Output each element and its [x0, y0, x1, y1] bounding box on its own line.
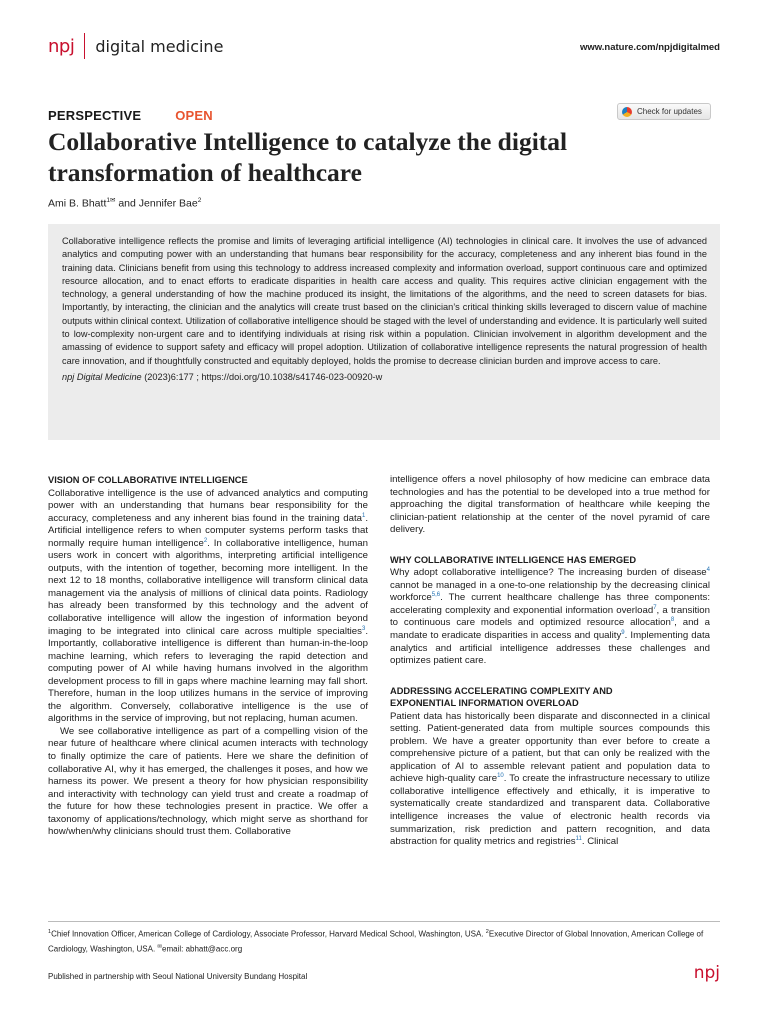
- abstract-box: [48, 224, 720, 440]
- author-affiliation-mark: 2: [197, 197, 202, 204]
- citation-doi[interactable]: (2023)6:177 ; https://doi.org/10.1038/s41746-023-00920-w: [141, 371, 383, 382]
- author-email-link[interactable]: email: abhatt@acc.org: [162, 944, 243, 954]
- logo-divider: [84, 33, 85, 59]
- author-conjunction: and: [115, 197, 139, 210]
- reference-link[interactable]: 9: [621, 629, 625, 636]
- reference-link[interactable]: 3: [361, 625, 366, 632]
- citation-journal: npj Digital Medicine: [62, 371, 142, 382]
- section-heading: VISION OF COLLABORATIVE INTELLIGENCE: [48, 475, 248, 485]
- npj-logo-text: npj: [48, 35, 75, 57]
- left-column: [48, 474, 368, 839]
- section-heading: WHY COLLABORATIVE INTELLIGENCE HAS EMERGED: [390, 554, 637, 565]
- journal-logo[interactable]: [48, 33, 223, 59]
- journal-name: digital medicine: [95, 36, 224, 56]
- reference-link[interactable]: 11: [575, 835, 582, 842]
- body-paragraph: Patient data has historically been disparate and disconnected in a clinical setting. Patient-generated data from multiple sources compounds this problem. We have a greater opportunity than ever before to create a comprehensive picture of a patient, but that can only be realized with the application of AI to assemble relevant patient and population data to achieve high-quality care$^{10}$. To create the infrastructure necessary to utilize collaborative intelligence effectively and ethically, it is imperative to systematically create standardized and transparent data. Collaborative intelligence increases the value of electronic health records via summarization, risk prediction and pattern recognition, and data abstraction for quality metrics and registries$^{11}$. Clinical: [390, 710, 710, 848]
- reference-link[interactable]: 7: [653, 604, 657, 611]
- author-name[interactable]: Ami B. Bhatt: [48, 197, 107, 210]
- partnership-note: Published in partnership with Seoul National University Bundang Hospital: [48, 972, 308, 981]
- section-heading: ADDRESSING ACCELERATING COMPLEXITY AND EXPONENTIAL INFORMATION OVERLOAD: [390, 685, 613, 709]
- body-paragraph: We see collaborative intelligence as part of a compelling vision of the near future of healthcare where clinical acumen interacts with technology to finally optimize the care of patients. Here we share the definition of collaborative AI, why it has emerged, the challenges it poses, and how we harness its power. We present a theory for how physician responsibility and interactivity with technology can yield trust and create a roadmap of the future for how these technologies present in practice. We offer a taxonomy of applications/technology, which might serve as shorthand for how/when/why clinicians should trust them. Collaborative: [48, 725, 368, 838]
- citation-line: [62, 372, 707, 382]
- reference-link[interactable]: 2: [203, 537, 208, 544]
- author-list: [48, 196, 201, 210]
- crossmark-icon: [622, 107, 632, 117]
- abstract-text: Collaborative intelligence reflects the promise and limits of leveraging artificial intelligence (AI) technologies in clinical care. It involves the use of advanced analytics and computing power with an understanding that humans bear responsibility for the accuracy, completeness and any inherent bias found in the training data. Clinicians benefit from using this technology to address increased complexity and information overload, support continuous care and optimized resource allocation, and to enact efforts to eradicate disparities in health care access and quality. This requires active clinician engagement with the technology, a general understanding of how the machine produced its insight, the limitations of the algorithms, and the need to screen datasets for bias. Importantly, by interacting, the clinician and the analytics will create trust based on the clinician’s critical thinking skills leveraged to discern value of machine outputs within clinical context. Utilization of collaborative intelligence should be staged with the level of understanding and evidence. It is particularly well suited to low-complexity non-urgent care and to identifying individuals at rising risk within a population. Clinician involvement in algorithm development and the amassing of evidence to support safety and efficacy will propel adoption. Utilization of collaborative intelligence represents the natural progression of health care innovation, and if thoughtfully constructed and equitably deployed, holds the promise to decrease clinician burden and improve access to care.: [62, 236, 707, 366]
- author-name[interactable]: Jennifer Bae: [138, 197, 198, 210]
- affiliations-footnote: $^1$Chief Innovation Officer, American College of Cardiology, Associate Professor, Harvard Medical School, Washington, USA. $^2$Executive Director of Global Innovation, American College of Cardiology, Washington, USA. ✉email: abhatt@acc.org: [48, 929, 704, 954]
- journal-url-link[interactable]: www.nature.com/npjdigitalmed: [579, 42, 720, 53]
- reference-link[interactable]: 10: [497, 773, 504, 780]
- article-title: Collaborative Intelligence to catalyze the digital transformation of healthcare: [48, 127, 568, 187]
- reference-link[interactable]: 5,6: [431, 592, 441, 599]
- footnote-divider: [48, 921, 720, 922]
- npj-footer-logo: npj: [693, 963, 720, 983]
- article-type-label: PERSPECTIVE: [48, 108, 142, 123]
- email-icon: ✉: [157, 944, 162, 951]
- reference-link[interactable]: 1: [361, 512, 366, 519]
- article-type: [48, 108, 213, 123]
- journal-header: [48, 33, 720, 61]
- body-paragraph: Why adopt collaborative intelligence? The increasing burden of disease$^4$ cannot be managed in a one-to-one relationship by the decreasing clinical workforce$^{5,6}$. The current healthcare challenge has three components: accelerating complexity and exponential information overload$^7$, a transition to continuous care models and optimized resource allocation$^8$, and a mandate to eradicate disparities in access and quality$^9$. Implementing data analytics and artificial intelligence addresses these challenges and optimizes patient care.: [390, 567, 711, 667]
- reference-link[interactable]: 8: [670, 617, 675, 624]
- check-for-updates-button[interactable]: [617, 103, 711, 120]
- open-access-label: OPEN: [175, 108, 213, 123]
- body-paragraph: Collaborative intelligence is the use of advanced analytics and computing power with an understanding that humans bear responsibility for the accuracy, completeness and any inherent bias found in the training data$^1$. Artificial intelligence refers to when computer systems perform tasks that normally require human intelligence$^2$. In collaborative intelligence, human users work in concert with algorithms, interpreting artificial intelligence outputs, with the intention of together, becoming more intelligent. In the next 12 to 18 months, collaborative intelligence will transform clinical data management via the analysis of millions of clinical data points. Radiology has already been transformed by this technology and the advent of collaborative intelligence will allow the ingestion of information beyond imaging to be integrated into clinical care across multiple specialties$^3$. Importantly, collaborative intelligence is different than human-in-the-loop machine learning, which refers to leveraging the rapid detection and computing power of AI while having humans involved in the algorithm development process to fill in gaps where machine learning may fall short. Therefore, human in the loop utilizes humans in the service of improving the algorithm. Conversely, collaborative intelligence is the use of algorithms in the service of improving, but not replacing, human acumen.: [48, 487, 368, 725]
- author-affiliation-mark: 1✉: [106, 197, 116, 204]
- check-for-updates-label: Check for updates: [637, 107, 702, 116]
- reference-link[interactable]: 4: [706, 567, 710, 574]
- right-column: [390, 474, 710, 849]
- body-paragraph: intelligence offers a novel philosophy of how medicine can embrace data technologies and has the potential to be developed into a true method for approaching the digital transformation of healthcare while keeping the clinician-patient relationship at the center of the novel pyramid of care delivery.: [390, 474, 710, 536]
